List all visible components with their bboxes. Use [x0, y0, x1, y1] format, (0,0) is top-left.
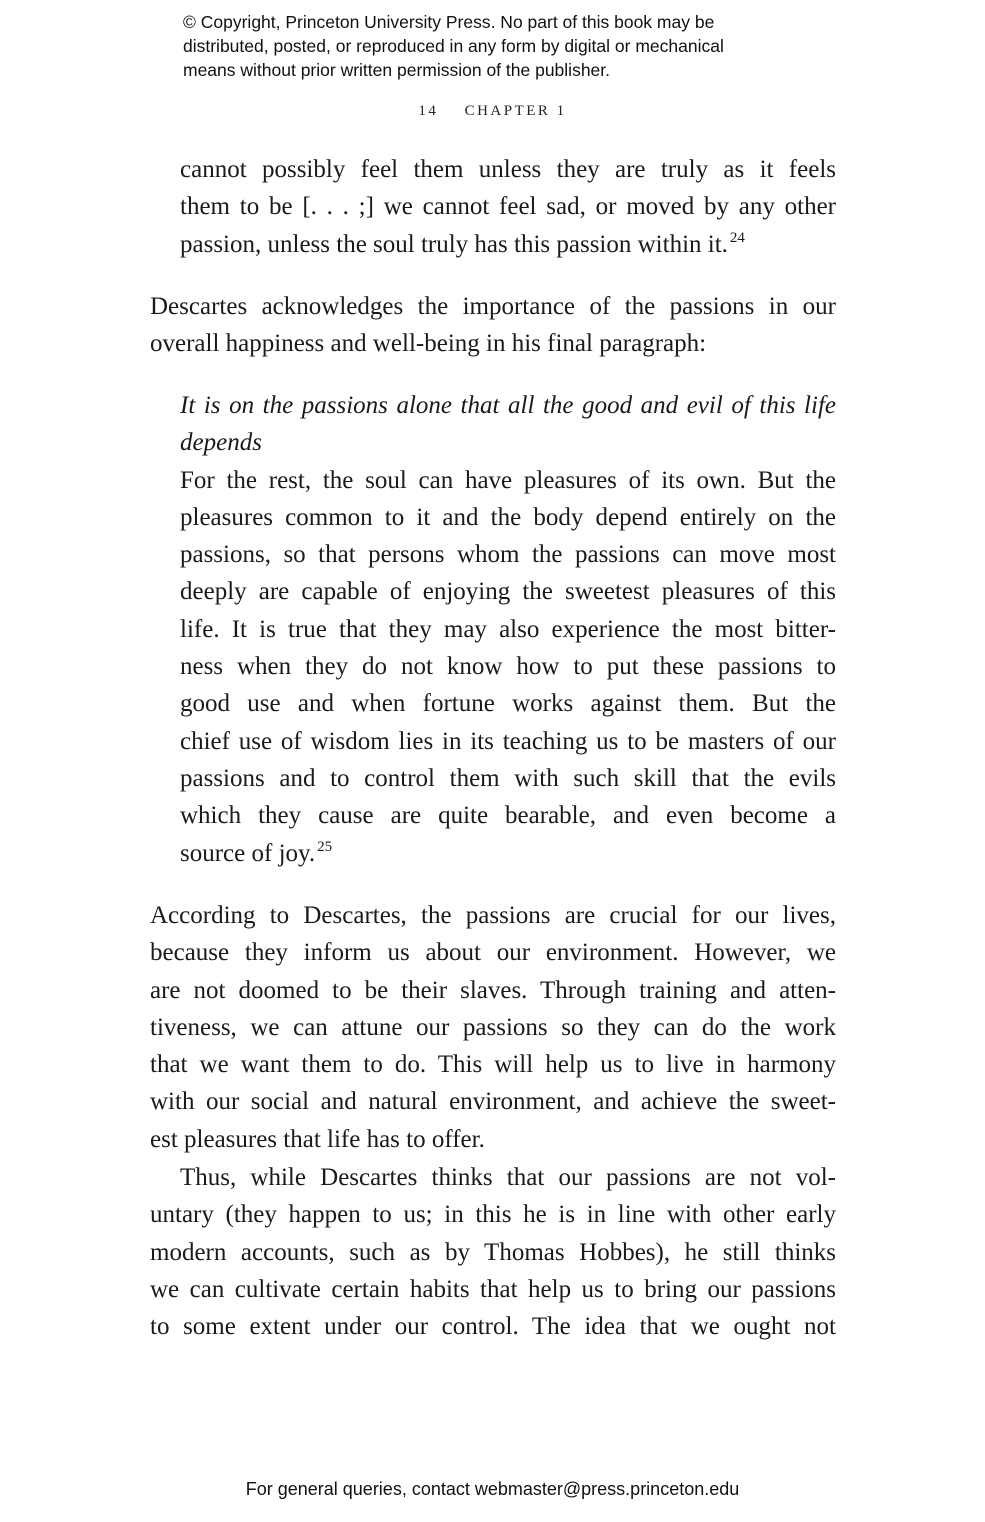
- text-line: modern accounts, such as by Thomas Hobbes), he still thinks: [150, 1238, 836, 1266]
- text-line: pleasures common to it and the body depend entirely on the: [180, 503, 836, 531]
- copyright-line: © Copyright, Princeton University Press. No part of this book may be: [183, 12, 715, 32]
- text-line: passions and to control them with such skill that the evils: [180, 764, 836, 792]
- block-quote-1: [180, 151, 836, 263]
- footnote-marker[interactable]: 24: [729, 229, 745, 246]
- quote-heading-line: It is on the passions alone that all the good and evil of this life: [180, 392, 836, 419]
- text-line: because they inform us about our environment. However, we: [150, 939, 836, 967]
- text-line: source of joy. $^{25}$: [180, 838, 333, 867]
- text-line: According to Descartes, the passions are crucial for our lives,: [150, 902, 836, 929]
- chapter-label: CHAPTER 1: [464, 103, 567, 119]
- text-line: chief use of wisdom lies in its teaching us to be masters of our: [180, 727, 836, 755]
- paragraph-1: [150, 288, 836, 363]
- page-number: 14: [418, 103, 439, 119]
- text-line: which they cause are quite bearable, and even become a: [180, 802, 836, 830]
- paragraph-3: [150, 1159, 836, 1345]
- copyright-line: means without prior written permission of the publisher.: [183, 60, 611, 80]
- text-line: are not doomed to be their slaves. Through training and atten-: [150, 976, 836, 1004]
- text-line: life. It is true that they may also experience the most bitter-: [180, 615, 836, 643]
- text-line: them to be [. . . ;] we cannot feel sad, or moved by any other: [180, 193, 836, 221]
- text-line: to some extent under our control. The idea that we ought not: [150, 1313, 836, 1341]
- text-line: Thus, while Descartes thinks that our passions are not vol-: [180, 1164, 836, 1191]
- running-head: [0, 103, 985, 120]
- text-line: that we want them to do. This will help us to live in harmony: [150, 1051, 836, 1079]
- text-line: passions, so that persons whom the passions can move most: [180, 541, 836, 569]
- paragraph-2: [150, 897, 836, 1158]
- text-line: ness when they do not know how to put these passions to: [180, 653, 836, 681]
- text-line: est pleasures that life has to offer.: [150, 1125, 485, 1153]
- text-line: we can cultivate certain habits that help us to bring our passions: [150, 1275, 836, 1303]
- copyright-notice: [183, 10, 823, 82]
- footnote-marker[interactable]: 25: [317, 838, 333, 855]
- block-quote-2: [180, 387, 836, 872]
- text-line: overall happiness and well-being in his final paragraph:: [150, 330, 707, 358]
- footer-contact: For general queries, contact webmaster@press.princeton.edu: [245, 1479, 740, 1499]
- quote-heading-line: depends: [180, 429, 262, 457]
- text-line: tiveness, we can attune our passions so they can do the work: [150, 1013, 836, 1041]
- text-line: untary (they happen to us; in this he is in line with other early: [150, 1201, 836, 1229]
- text-line: cannot possibly feel them unless they are truly as it feels: [180, 156, 836, 183]
- text-line: passion, unless the soul truly has this passion within it. $^{24}$: [180, 229, 745, 258]
- text-line: For the rest, the soul can have pleasures of its own. But the: [180, 466, 836, 494]
- text-line: good use and when fortune works against them. But the: [180, 690, 836, 718]
- text-line: deeply are capable of enjoying the sweetest pleasures of this: [180, 578, 836, 606]
- text-line: Descartes acknowledges the importance of the passions in our: [150, 293, 836, 320]
- text-line: with our social and natural environment, and achieve the sweet-: [150, 1088, 836, 1116]
- copyright-line: distributed, posted, or reproduced in any form by digital or mechanical: [183, 36, 724, 56]
